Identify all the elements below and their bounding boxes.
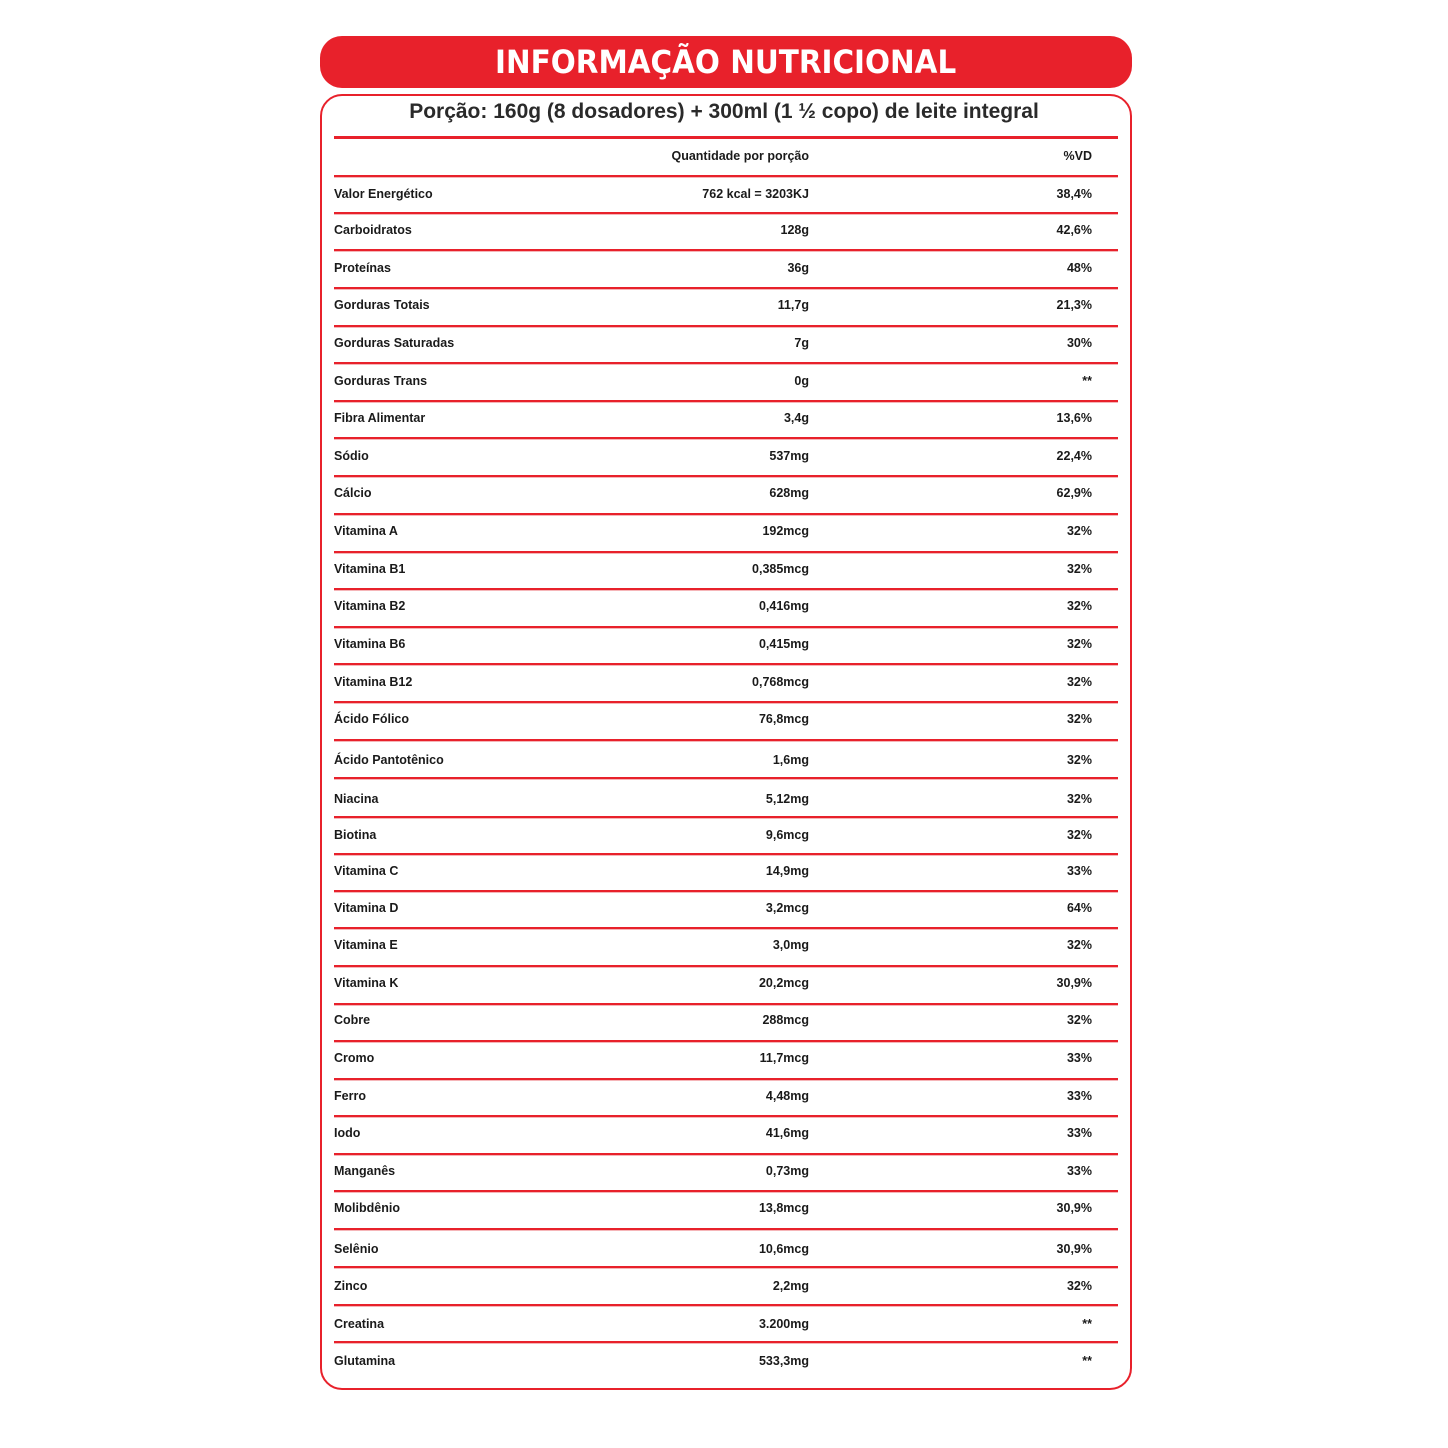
nutrient-name: Sódio [334, 449, 369, 463]
nutrient-dv: 32% [1066, 675, 1092, 689]
row-divider [334, 701, 1118, 703]
nutrient-dv: 32% [1066, 599, 1092, 613]
nutrient-dv: 30% [1066, 336, 1092, 350]
row-divider [334, 551, 1118, 553]
row-divider [334, 1341, 1118, 1343]
nutrient-name: Gorduras Trans [334, 374, 428, 388]
nutrient-amount: 20,2mcg [758, 976, 809, 990]
row-divider [334, 1003, 1118, 1005]
nutrient-amount: 41,6mg [765, 1126, 809, 1140]
row-divider [334, 513, 1118, 515]
row-divider [334, 175, 1118, 177]
nutrient-name: Iodo [334, 1126, 361, 1140]
row-divider [334, 325, 1118, 327]
nutrient-amount: 0,385mcg [752, 562, 809, 576]
nutrient-dv: 32% [1066, 637, 1092, 651]
nutrient-dv: 33% [1066, 1051, 1092, 1065]
nutrient-dv: 21,3% [1056, 298, 1092, 312]
nutrient-amount: 3,4g [783, 411, 809, 425]
row-divider [334, 890, 1118, 892]
nutrient-amount: 1,6mg [772, 753, 809, 767]
nutrient-dv: 32% [1066, 792, 1092, 806]
header-banner [320, 36, 1132, 88]
page-title: INFORMAÇÃO NUTRICIONAL [495, 43, 957, 81]
row-divider [334, 437, 1118, 439]
nutrient-name: Selênio [334, 1242, 379, 1256]
nutrient-dv: 33% [1066, 1126, 1092, 1140]
nutrient-amount: 10,6mcg [758, 1242, 809, 1256]
nutrient-amount: 628mg [769, 486, 809, 500]
row-divider [334, 853, 1118, 855]
nutrient-dv: 32% [1066, 753, 1092, 767]
nutrient-dv: ** [1082, 374, 1092, 388]
nutrient-name: Manganês [334, 1164, 396, 1178]
nutrient-amount: 2,2mg [772, 1279, 809, 1293]
row-divider [334, 475, 1118, 477]
nutrient-name: Ácido Fólico [334, 712, 409, 726]
nutrient-dv: 42,6% [1056, 223, 1092, 237]
nutrient-amount: 762 kcal = 3203KJ [702, 187, 809, 201]
nutrient-amount: 128g [780, 223, 809, 237]
nutrient-dv: %VD [1063, 149, 1092, 163]
nutrient-name: Vitamina B6 [334, 637, 406, 651]
row-divider [334, 1040, 1118, 1042]
row-divider [334, 588, 1118, 590]
nutrient-name: Valor Energético [334, 187, 433, 201]
nutrient-amount: 537mg [769, 449, 809, 463]
row-divider [334, 1190, 1118, 1192]
nutrient-amount: 0,768mcg [752, 675, 809, 689]
nutrient-dv: 30,9% [1056, 976, 1092, 990]
row-divider [334, 816, 1118, 818]
top-rule [334, 136, 1118, 139]
nutrient-dv: 22,4% [1056, 449, 1092, 463]
nutrient-name: Biotina [334, 828, 377, 842]
row-divider [334, 212, 1118, 214]
nutrient-name: Vitamina B1 [334, 562, 406, 576]
row-divider [334, 1153, 1118, 1155]
row-divider [334, 287, 1118, 289]
nutrient-name: Niacina [334, 792, 379, 806]
nutrient-name: Gorduras Totais [334, 298, 430, 312]
nutrient-amount: 14,9mg [765, 864, 809, 878]
nutrient-name: Vitamina B12 [334, 675, 413, 689]
nutrient-amount: 13,8mcg [758, 1201, 809, 1215]
nutrient-amount: 0,415mg [758, 637, 809, 651]
nutrient-amount: 11,7g [777, 298, 809, 312]
nutrient-name: Fibra Alimentar [334, 411, 426, 425]
row-divider [334, 626, 1118, 628]
nutrient-name: Vitamina B2 [334, 599, 406, 613]
nutrient-dv: 32% [1066, 1279, 1092, 1293]
nutrient-amount: 0g [794, 374, 809, 388]
nutrient-amount: 7g [794, 336, 809, 350]
nutrient-amount: 192mcg [762, 524, 809, 538]
row-divider [334, 739, 1118, 741]
row-divider [334, 249, 1118, 251]
nutrient-name: Carboidratos [334, 223, 412, 237]
nutrient-dv: 33% [1066, 864, 1092, 878]
nutrient-name: Creatina [334, 1317, 385, 1331]
nutrient-name: Ferro [334, 1089, 366, 1103]
nutrient-amount: Quantidade por porção [671, 149, 809, 163]
nutrient-dv: 48% [1066, 261, 1092, 275]
nutrient-dv: 32% [1066, 562, 1092, 576]
nutrient-dv: ** [1082, 1317, 1092, 1331]
nutrient-amount: 0,416mg [758, 599, 809, 613]
nutrient-name: Cálcio [334, 486, 372, 500]
row-divider [334, 1078, 1118, 1080]
nutrient-name: Vitamina E [334, 938, 398, 952]
nutrient-amount: 11,7mcg [759, 1051, 809, 1065]
nutrient-amount: 36g [787, 261, 809, 275]
row-divider [334, 1304, 1118, 1306]
nutrient-amount: 0,73mg [765, 1164, 809, 1178]
row-divider [334, 663, 1118, 665]
row-divider [334, 1266, 1118, 1268]
nutrient-name: Gorduras Saturadas [334, 336, 455, 350]
nutrient-dv: 30,9% [1056, 1201, 1092, 1215]
nutrient-name: Molibdênio [334, 1201, 400, 1215]
nutrient-name: Cobre [334, 1013, 371, 1027]
nutrient-dv: 64% [1066, 901, 1092, 915]
nutrient-dv: 32% [1066, 712, 1092, 726]
nutrient-amount: 5,12mg [765, 792, 809, 806]
nutrient-dv: 32% [1066, 938, 1092, 952]
nutrient-name: Vitamina K [334, 976, 399, 990]
row-divider [334, 1228, 1118, 1230]
portion-text: Porção: 160g (8 dosadores) + 300ml (1 ½ copo) de leite integral [409, 100, 1039, 123]
nutrient-amount: 533,3mg [758, 1354, 809, 1368]
nutrient-dv: 33% [1066, 1164, 1092, 1178]
nutrient-dv: 38,4% [1056, 187, 1092, 201]
nutrient-name: Proteínas [334, 261, 391, 275]
nutrient-amount: 9,6mcg [765, 828, 809, 842]
nutrient-amount: 3.200mg [758, 1317, 809, 1331]
row-divider [334, 965, 1118, 967]
row-divider [334, 1115, 1118, 1117]
nutrient-name: Vitamina C [334, 864, 399, 878]
nutrient-dv: 32% [1066, 1013, 1092, 1027]
nutrient-name: Vitamina A [334, 524, 398, 538]
nutrient-amount: 3,0mg [772, 938, 809, 952]
nutrient-dv: 32% [1066, 524, 1092, 538]
nutrient-name: Ácido Pantotênico [334, 753, 444, 767]
nutrient-name: Zinco [334, 1279, 368, 1293]
nutrient-dv: 30,9% [1056, 1242, 1092, 1256]
nutrient-name: Vitamina D [334, 901, 399, 915]
nutrient-dv: 33% [1066, 1089, 1092, 1103]
nutrient-name: Cromo [334, 1051, 375, 1065]
row-divider [334, 362, 1118, 364]
row-divider [334, 400, 1118, 402]
nutrient-dv: 13,6% [1056, 411, 1092, 425]
nutrient-dv: 62,9% [1056, 486, 1092, 500]
nutrient-name: Glutamina [334, 1354, 396, 1368]
row-divider [334, 777, 1118, 779]
nutrient-dv: 32% [1066, 828, 1092, 842]
nutrient-amount: 76,8mcg [758, 712, 809, 726]
row-divider [334, 927, 1118, 929]
nutrient-amount: 3,2mcg [765, 901, 809, 915]
nutrient-amount: 4,48mg [765, 1089, 809, 1103]
nutrient-amount: 288mcg [762, 1013, 809, 1027]
nutrient-dv: ** [1082, 1354, 1092, 1368]
